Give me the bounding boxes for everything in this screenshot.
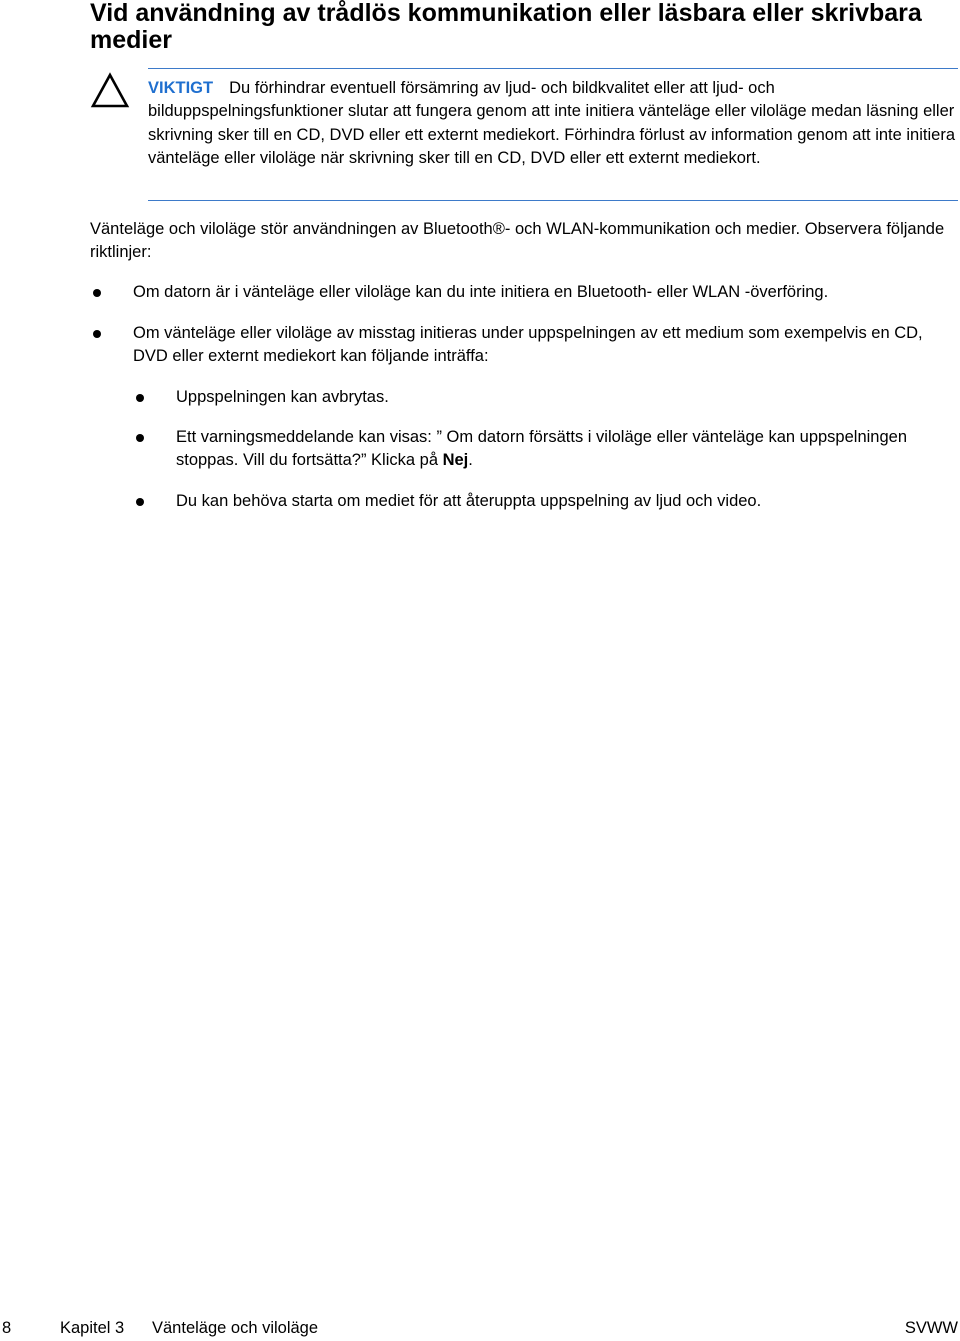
sub-list-item-text: Ett varningsmeddelande kan visas: ” Om datorn försätts i viloläge eller vänteläge kan uppspelningen stoppas. Vill du fortsätta?” Klicka på — [176, 428, 908, 470]
sub-list-item: Du kan behöva starta om mediet för att återuppta uppspelning av ljud och video. — [176, 492, 762, 510]
sub-bullet-dot — [136, 394, 144, 402]
intro-paragraph: Vänteläge och viloläge stör användningen av Bluetooth®- och WLAN-kommunikation och medier. Observera följande riktlinjer: — [90, 220, 945, 262]
bullet-dot — [93, 289, 101, 297]
footer-chapter-title: Vänteläge och viloläge — [152, 1319, 319, 1337]
page-number: 8 — [2, 1319, 12, 1337]
notice-text — [148, 77, 956, 170]
notice-bottom-rule — [148, 200, 958, 201]
sub-list-item — [176, 426, 916, 473]
list-item: Om vänteläge eller viloläge av misstag initieras under uppspelningen av ett medium som exempelvis en CD, DVD eller externt mediekort kan följande inträffa: — [133, 324, 923, 366]
notice-body: Du förhindrar eventuell försämring av ljud- och bildkvalitet eller att ljud- och bilduppspelningsfunktioner slutar att fungera genom att inte initiera vänteläge eller viloläge medan läsning eller skrivning sker till en CD, DVD eller ett externt mediekort. Förhindra förlust av information genom att inte initiera vänteläge eller viloläge när skrivning sker till en CD, DVD eller ett externt mediekort. — [148, 79, 955, 167]
sub-list-item-bold: Nej — [442, 451, 469, 470]
sub-bullet-dot — [136, 434, 144, 442]
footer-chapter: Kapitel 3 — [60, 1319, 125, 1337]
page-title: Vid användning av trådlös kommunikation eller läsbara eller skrivbara medier — [90, 0, 922, 54]
notice-label: VIKTIGT — [148, 79, 214, 97]
notice-top-rule — [148, 68, 958, 69]
important-notice — [90, 68, 958, 201]
sub-list-item-end: . — [468, 451, 473, 470]
sub-bullet-dot — [136, 498, 144, 506]
bullet-dot — [93, 330, 101, 338]
warning-triangle-icon — [90, 72, 130, 108]
sub-list-item: Uppspelningen kan avbrytas. — [176, 388, 389, 406]
list-item: Om datorn är i vänteläge eller viloläge kan du inte initiera en Bluetooth- eller WLAN -överföring. — [133, 283, 829, 301]
footer-edition: SVWW — [904, 1319, 958, 1337]
